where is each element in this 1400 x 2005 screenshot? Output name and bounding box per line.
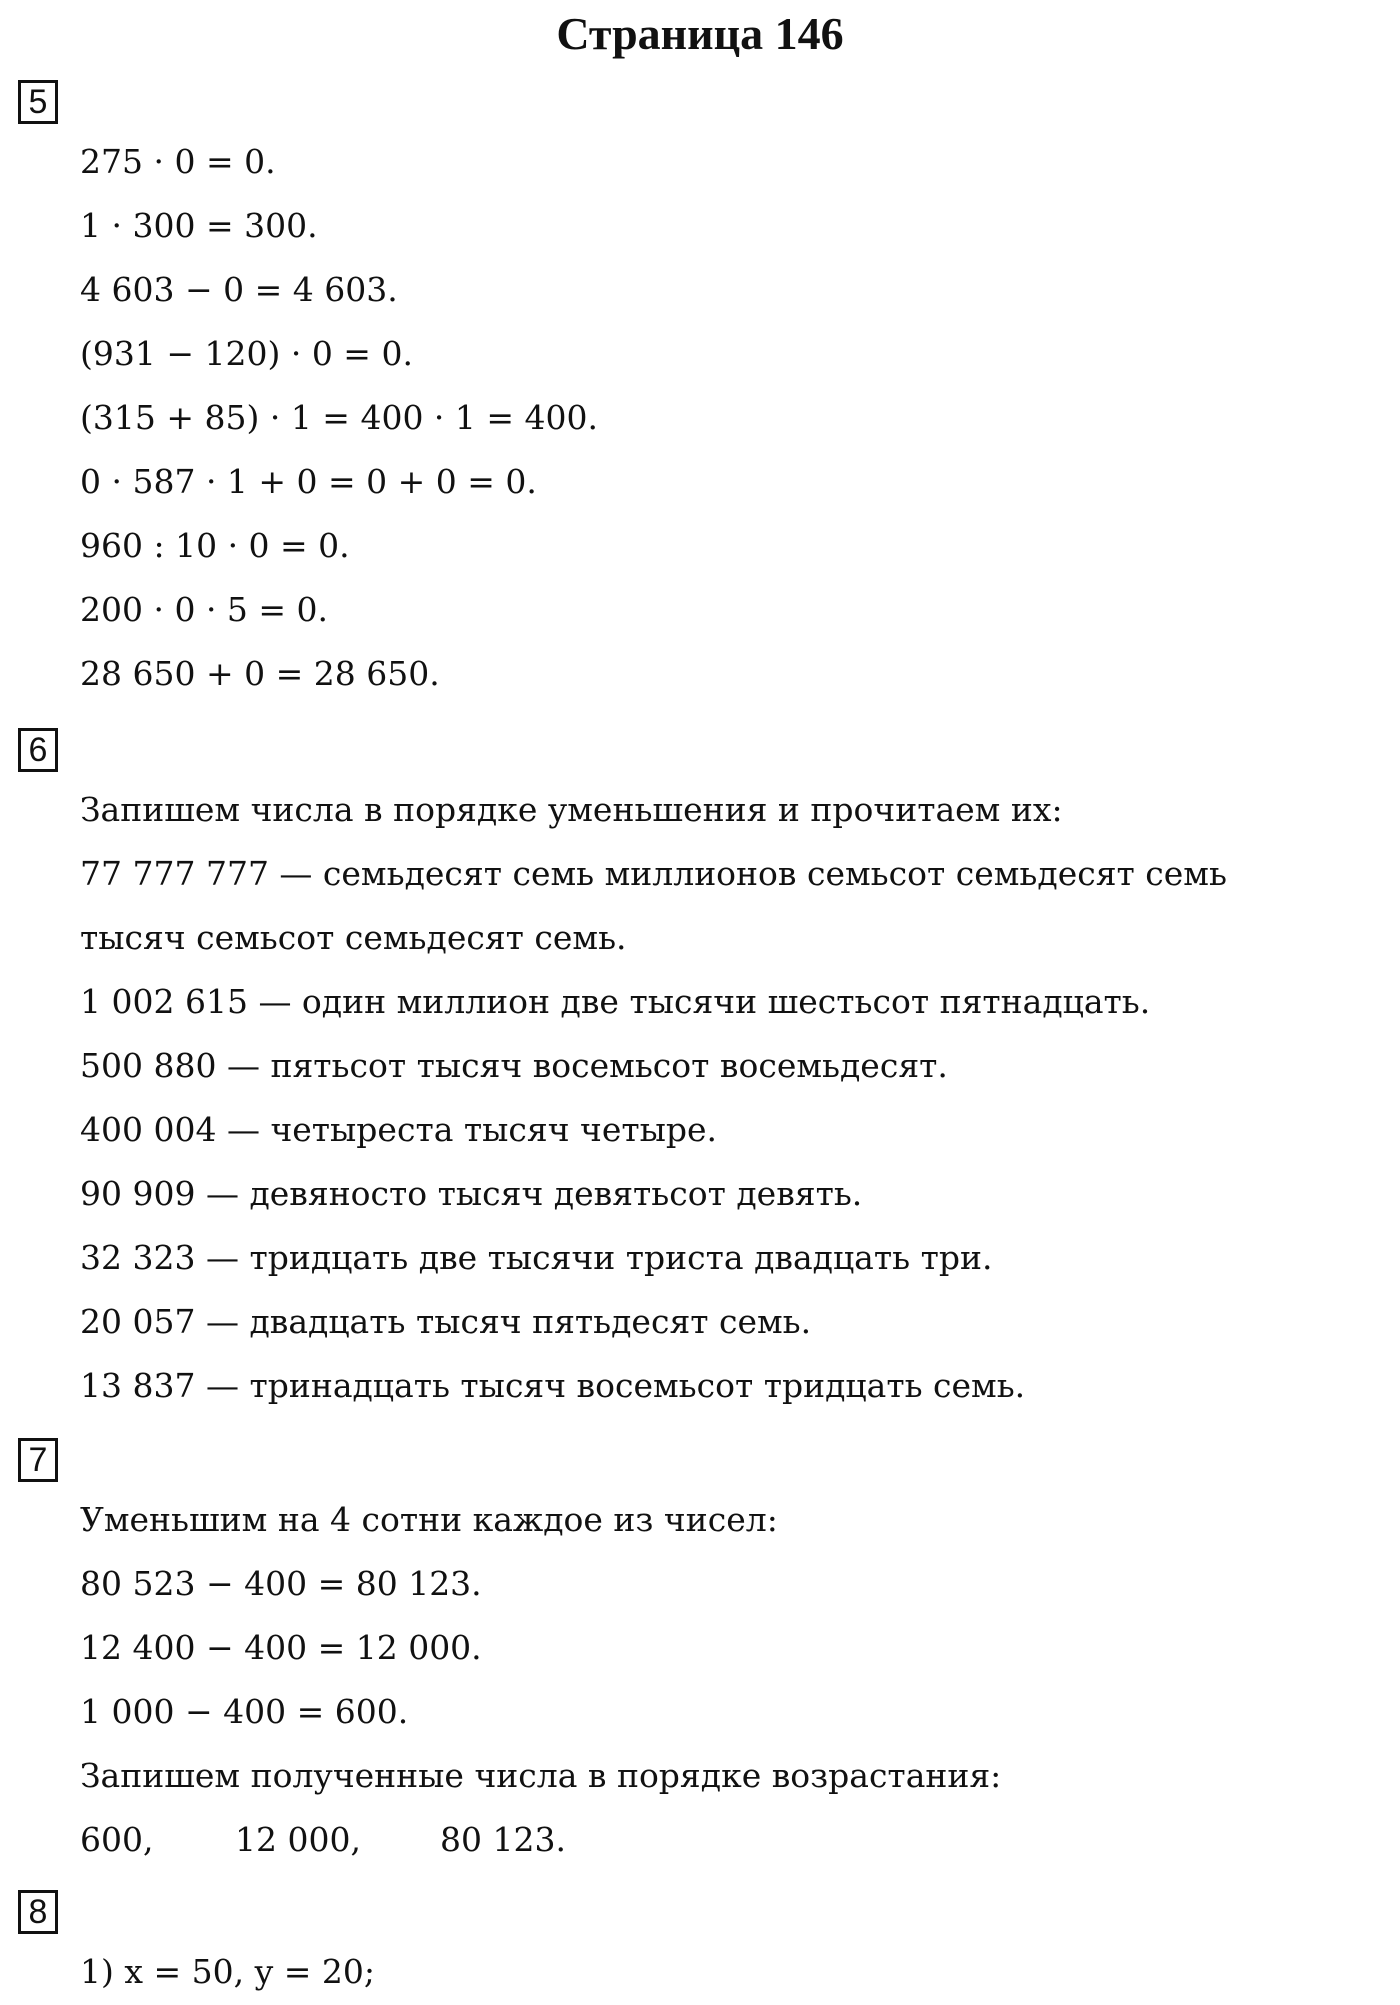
equation-line: 200 · 0 · 5 = 0. — [80, 590, 329, 629]
equation-line: (315 + 85) · 1 = 400 · 1 = 400. — [80, 398, 599, 437]
equation-line: 1 · 300 = 300. — [80, 206, 318, 245]
equation-line: 960 : 10 · 0 = 0. — [80, 526, 350, 565]
text-line: 400 004 — четыреста тысяч четыре. — [80, 1110, 718, 1149]
task-5 — [18, 80, 1318, 706]
task-lines — [80, 130, 1318, 706]
task-7 — [18, 1438, 1318, 1872]
task-8 — [18, 1890, 1318, 2004]
text-line: 20 057 — двадцать тысяч пятьдесят семь. — [80, 1302, 812, 1341]
equation-line: 4 603 − 0 = 4 603. — [80, 270, 398, 309]
equation-line: 80 523 − 400 = 80 123. — [80, 1564, 482, 1603]
text-line: Запишем полученные числа в порядке возрастания: — [80, 1756, 1002, 1795]
task-lines — [80, 1940, 1318, 2004]
text-line: тысяч семьсот семьдесят семь. — [80, 918, 627, 957]
sequence-item: 80 123. — [440, 1820, 566, 1859]
task-number: 7 — [18, 1438, 58, 1482]
equation-line: 1 000 − 400 = 600. — [80, 1692, 409, 1731]
task-number: 8 — [18, 1890, 58, 1934]
equation-line: 275 · 0 = 0. — [80, 142, 276, 181]
sequence-item: 12 000, — [235, 1820, 361, 1859]
text-line: 77 777 777 — семьдесят семь миллионов семьсот семьдесят семь — [80, 854, 1227, 893]
answer-line: 1) x = 50, y = 20; — [80, 1952, 375, 1991]
task-lines — [80, 1488, 1318, 1872]
equation-line: 28 650 + 0 = 28 650. — [80, 654, 440, 693]
task-lines — [80, 778, 1318, 1418]
text-line: 1 002 615 — один миллион две тысячи шестьсот пятнадцать. — [80, 982, 1151, 1021]
page-title: Страница 146 — [556, 8, 844, 59]
sequence-item: 600, — [80, 1820, 154, 1859]
text-line: Уменьшим на 4 сотни каждое из чисел: — [80, 1500, 778, 1539]
task-number: 5 — [18, 80, 58, 124]
ascending-sequence — [80, 1808, 1318, 1872]
task-number: 6 — [18, 728, 58, 772]
text-line: Запишем числа в порядке уменьшения и прочитаем их: — [80, 790, 1063, 829]
equation-line: 0 · 587 · 1 + 0 = 0 + 0 = 0. — [80, 462, 537, 501]
text-line: 90 909 — девяносто тысяч девятьсот девять. — [80, 1174, 863, 1213]
text-line: 500 880 — пятьсот тысяч восемьсот восемьдесят. — [80, 1046, 948, 1085]
equation-line: (931 − 120) · 0 = 0. — [80, 334, 413, 373]
equation-line: 12 400 − 400 = 12 000. — [80, 1628, 482, 1667]
task-6 — [18, 728, 1318, 1418]
text-line: 32 323 — тридцать две тысячи триста двадцать три. — [80, 1238, 993, 1277]
text-line: 13 837 — тринадцать тысяч восемьсот тридцать семь. — [80, 1366, 1026, 1405]
